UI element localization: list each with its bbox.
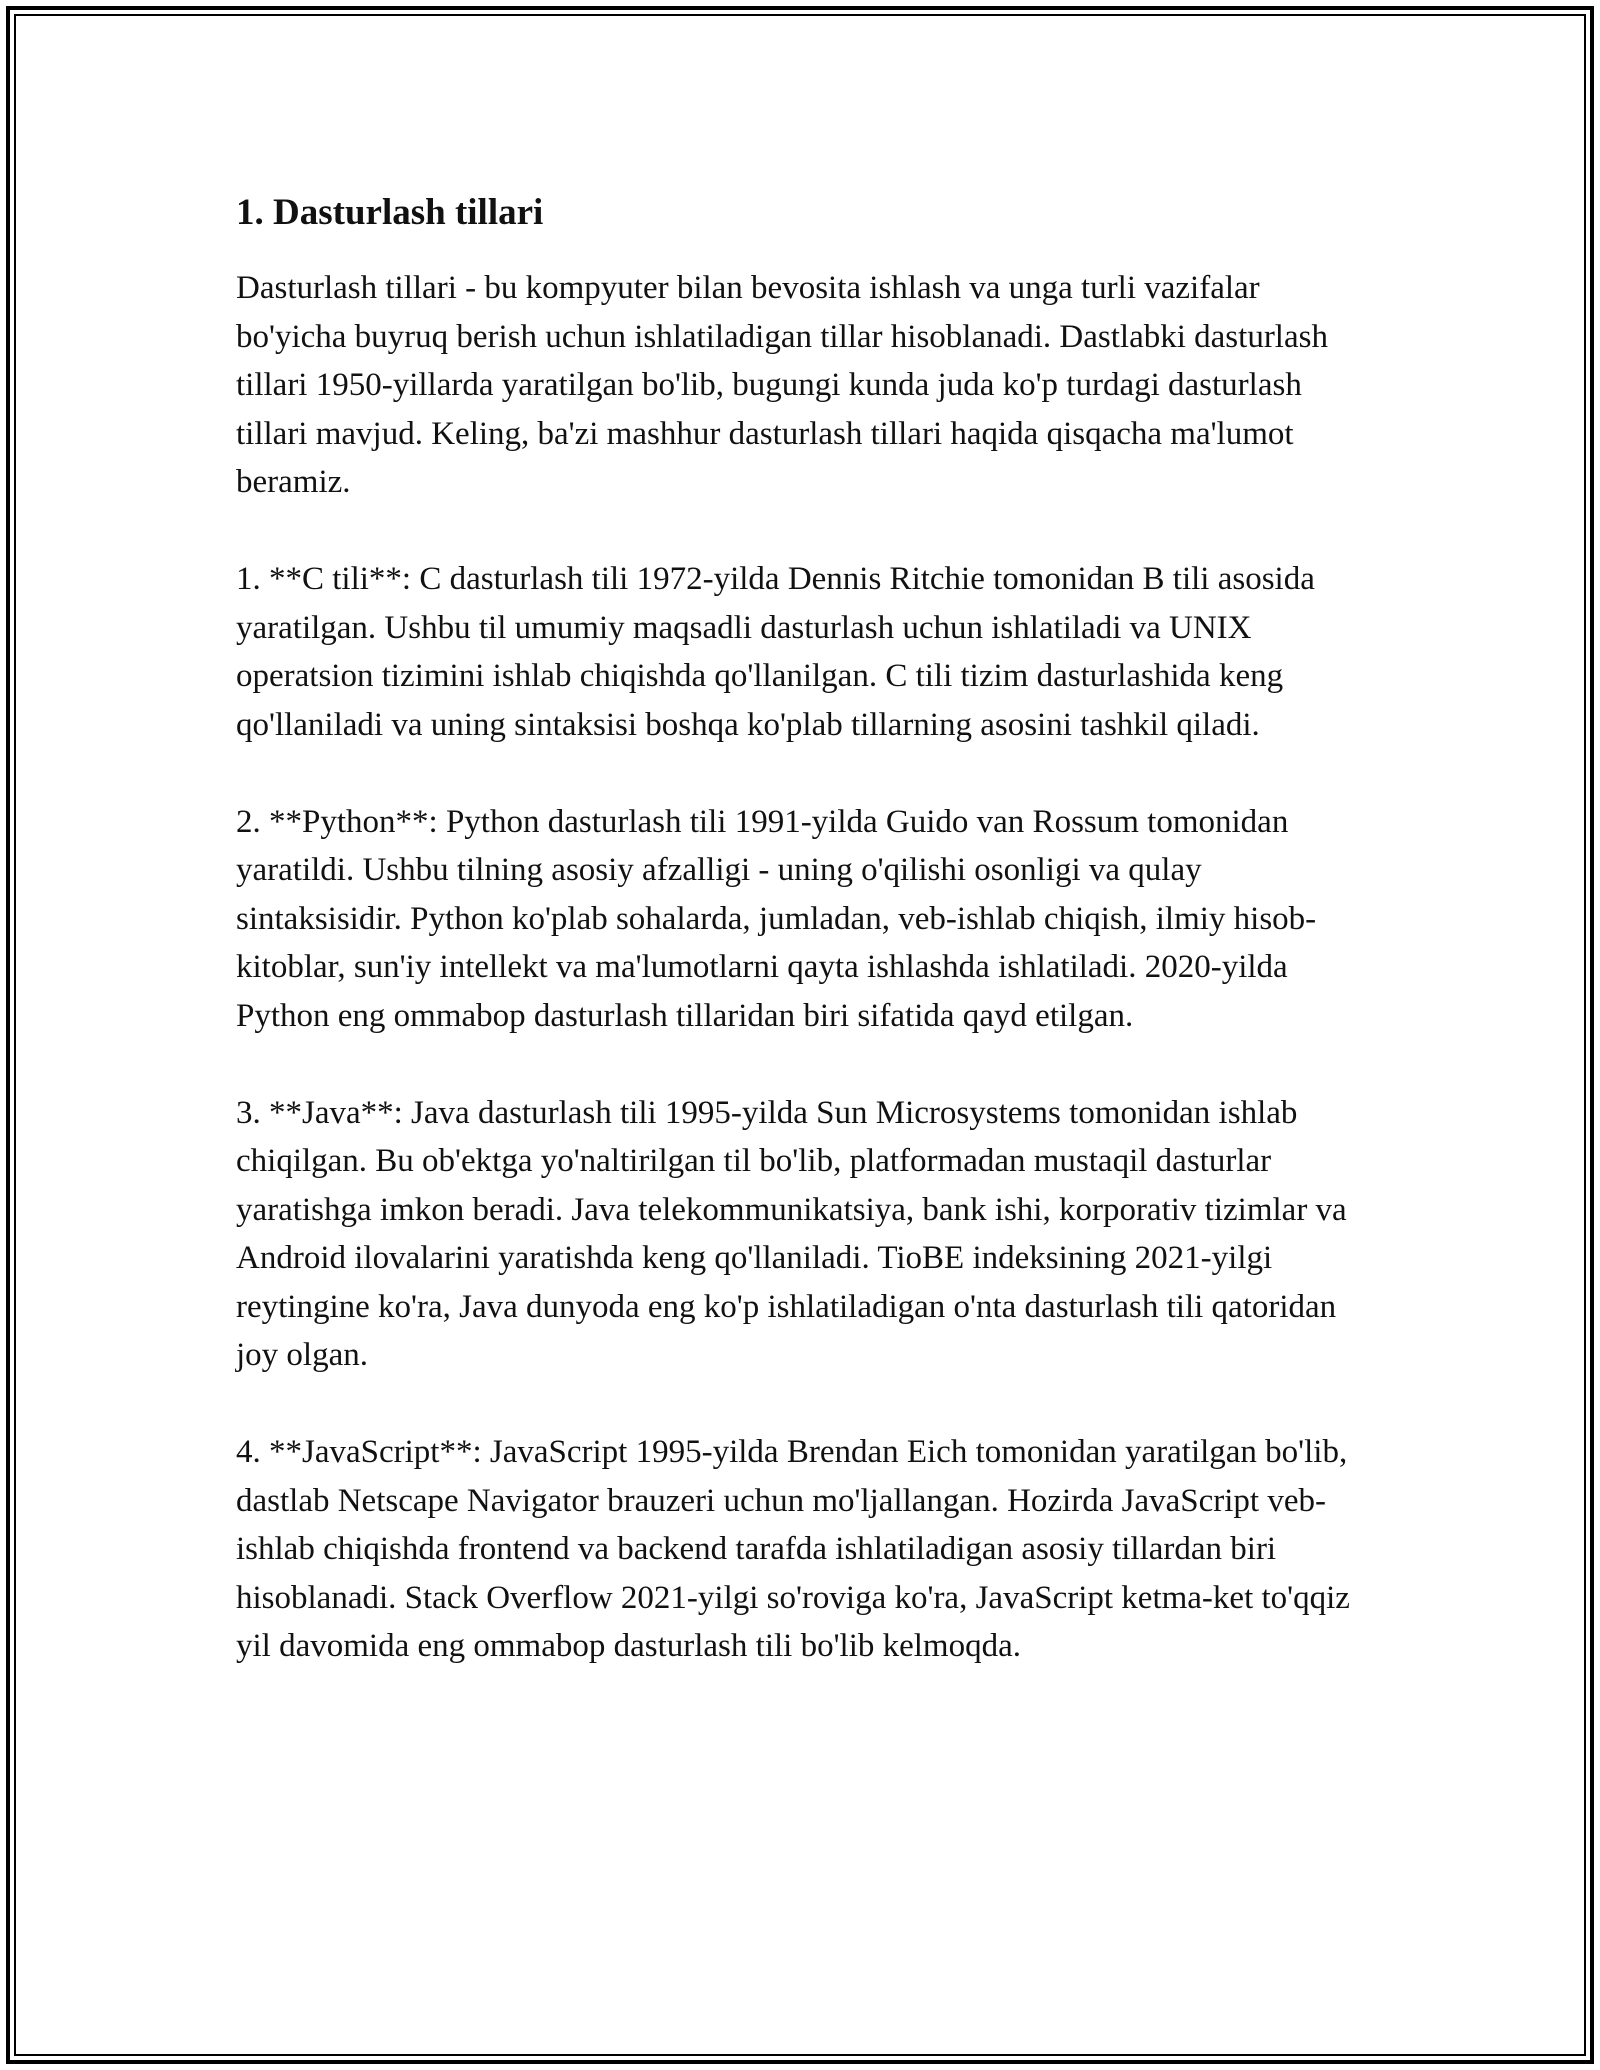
list-item-java: 3. **Java**: Java dasturlash tili 1995-yilda Sun Microsystems tomonidan ishlab chiqilgan. Bu ob'ektga yo'naltirilgan til bo'lib, platformadan mustaqil dasturlar yaratishga imkon beradi. Java telekommunikatsiya, bank ishi, korporativ tizimlar va Android ilovalarini yaratishda keng qo'llaniladi. TioBE indeksining 2021-yilgi reytingine ko'ra, Java dunyoda eng ko'p ishlatiladigan o'nta dasturlash tili qatoridan joy olgan. — [236, 1094, 1347, 1373]
page-title: 1. Dasturlash tillari — [236, 192, 544, 233]
list-item-javascript: 4. **JavaScript**: JavaScript 1995-yilda Brendan Eich tomonidan yaratilgan bo'lib, dastlab Netscape Navigator brauzeri uchun mo'ljallangan. Hozirda JavaScript veb-ishlab chiqishda frontend va backend tarafda ishlatiladigan asosiy tillardan biri hisoblanadi. Stack Overflow 2021-yilgi so'roviga ko'ra, JavaScript ketma-ket to'qqiz yil davomida eng ommabop dasturlash tili bo'lib kelmoqda. — [236, 1434, 1350, 1664]
list-item-c: 1. **C tili**: C dasturlash tili 1972-yilda Dennis Ritchie tomonidan B tili asosida yaratilgan. Ushbu til umumiy maqsadli dasturlash uchun ishlatiladi va UNIX operatsion tizimini ishlab chiqishda qo'llanilgan. C tili tizim dasturlashida keng qo'llaniladi va uning sintaksisi boshqa ko'plab tillarning asosini tashkil qiladi. — [236, 561, 1315, 743]
list-item-python: 2. **Python**: Python dasturlash tili 1991-yilda Guido van Rossum tomonidan yaratildi. Ushbu tilning asosiy afzalligi - uning o'qilishi osonligi va qulay sintaksisidir. Python ko'plab sohalarda, jumladan, veb-ishlab chiqish, ilmiy hisob-kitoblar, sun'iy intellekt va ma'lumotlarni qayta ishlashda ishlatiladi. 2020-yilda Python eng ommabop dasturlash tillaridan biri sifatida qayd etilgan. — [236, 803, 1317, 1034]
intro-paragraph: Dasturlash tillari - bu kompyuter bilan bevosita ishlash va unga turli vazifalar bo'yicha buyruq berish uchun ishlatiladigan tillar hisoblanadi. Dastlabki dasturlash tillari 1950-yillarda yaratilgan bo'lib, bugungi kunda juda ko'p turdagi dasturlash tillari mavjud. Keling, ba'zi mashhur dasturlash tillari haqida qisqacha ma'lumot beramiz. — [236, 270, 1328, 500]
document-body — [236, 184, 1366, 1719]
